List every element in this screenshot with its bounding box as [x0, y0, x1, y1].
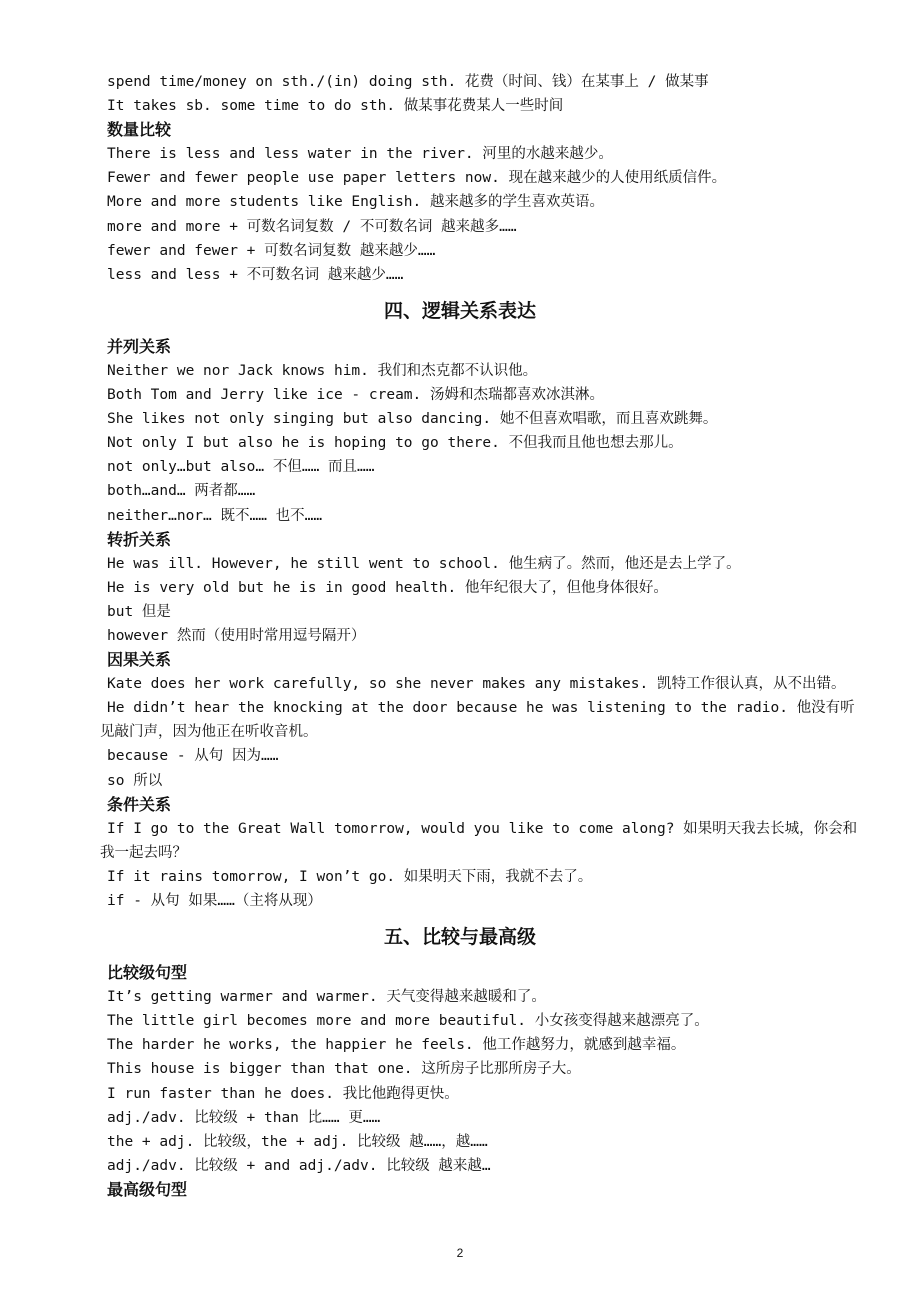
- paragraph-text: Kate does her work carefully, so she never makes any mistakes. 凯特工作很认真，从不出错。: [107, 676, 846, 693]
- subheading-condition: 条件关系: [107, 794, 172, 814]
- paragraph-text: If I go to the Great Wall tomorrow, would you like to come along? 如果明天我去长城，你会和我一起去吗？: [100, 820, 858, 861]
- text-line: There is less and less water in the river. 河里的水越来越少。: [107, 146, 613, 163]
- subheading-quantity: 数量比较: [107, 120, 172, 140]
- subheading-contrast: 转折关系: [107, 529, 172, 549]
- subheading-comparative: 比较级句型: [107, 963, 188, 983]
- subheading-superlative: 最高级句型: [107, 1179, 188, 1199]
- text-line: He is very old but he is in good health. 他年纪很大了，但他身体很好。: [107, 579, 668, 596]
- text-line: so 所以: [107, 772, 163, 789]
- text-line: the + adj. 比较级，the + adj. 比较级 越……，越……: [107, 1133, 488, 1150]
- text-line: less and less + 不可数名词 越来越少……: [107, 266, 404, 283]
- text-line: The little girl becomes more and more beautiful. 小女孩变得越来越漂亮了。: [107, 1013, 709, 1030]
- text-line: This house is bigger than that one. 这所房子比那所房子大。: [107, 1061, 581, 1078]
- text-line: Both Tom and Jerry like ice - cream. 汤姆和杰瑞都喜欢冰淇淋。: [107, 387, 604, 404]
- paragraph-text: He didn’t hear the knocking at the door because he was listening to the radio. 他没有听见敲门声，因为他正在听收音机。: [100, 700, 855, 741]
- text-line: because - 从句 因为……: [107, 748, 279, 765]
- text-line: neither…nor… 既不…… 也不……: [107, 507, 323, 524]
- text-line: If it rains tomorrow, I won’t go. 如果明天下雨，我就不去了。: [107, 868, 593, 885]
- subheading-parallel: 并列关系: [107, 336, 172, 356]
- text-line: if - 从句 如果……（主将从现）: [107, 893, 322, 909]
- text-line: It’s getting warmer and warmer. 天气变得越来越暖和了。: [107, 989, 546, 1006]
- text-line: The harder he works, the happier he feels. 他工作越努力，就感到越幸福。: [107, 1037, 686, 1054]
- text-line: He was ill. However, he still went to school. 他生病了。然而，他还是去上学了。: [107, 555, 741, 572]
- text-line: not only…but also… 不但…… 而且……: [107, 459, 375, 476]
- text-line: More and more students like English. 越来越多的学生喜欢英语。: [107, 194, 604, 211]
- text-line: but 但是: [107, 603, 171, 620]
- section-title-5: 五、比较与最高级: [383, 926, 536, 949]
- section-title-4: 四、逻辑关系表达: [383, 299, 536, 322]
- paragraph: [100, 696, 860, 744]
- text-line: spend time/money on sth./(in) doing sth. 花费（时间、钱）在某事上 / 做某事: [107, 74, 709, 90]
- text-line: fewer and fewer + 可数名词复数 越来越少……: [107, 242, 436, 259]
- text-line: I run faster than he does. 我比他跑得更快。: [107, 1085, 459, 1102]
- paragraph: [100, 817, 860, 865]
- text-line: more and more + 可数名词复数 / 不可数名词 越来越多……: [107, 218, 517, 235]
- text-line: adj./adv. 比较级 + than 比…… 更……: [107, 1109, 381, 1126]
- paragraph: [100, 672, 860, 696]
- text-line: adj./adv. 比较级 + and adj./adv. 比较级 越来越…: [107, 1157, 491, 1174]
- text-line: Neither we nor Jack knows him. 我们和杰克都不认识他。: [107, 362, 538, 379]
- page-content: [100, 70, 862, 1202]
- subheading-cause: 因果关系: [107, 650, 172, 670]
- page-number: 2: [456, 1246, 464, 1260]
- text-line: Fewer and fewer people use paper letters now. 现在越来越少的人使用纸质信件。: [107, 170, 727, 187]
- text-line: She likes not only singing but also dancing. 她不但喜欢唱歌，而且喜欢跳舞。: [107, 411, 718, 428]
- text-line: Not only I but also he is hoping to go there. 不但我而且他也想去那儿。: [107, 435, 683, 452]
- text-line: however 然而（使用时常用逗号隔开）: [107, 627, 366, 644]
- text-line: It takes sb. some time to do sth. 做某事花费某人一些时间: [107, 98, 564, 115]
- text-line: both…and… 两者都……: [107, 483, 256, 500]
